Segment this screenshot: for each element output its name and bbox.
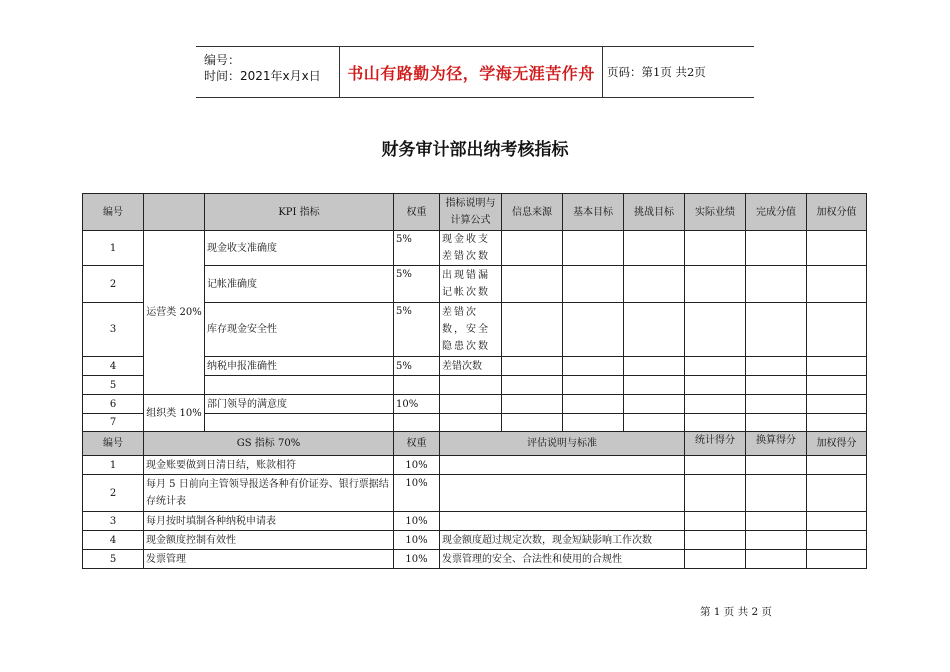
kpi-name: 现金收支准确度 — [205, 231, 394, 266]
kpi-no: 1 — [83, 231, 144, 266]
gs-weight: 10% — [394, 550, 440, 569]
gs-weight: 10% — [394, 512, 440, 531]
gs-header-no: 编号 — [83, 432, 144, 456]
kpi-header-score: 完成分值 — [746, 194, 807, 231]
gs-header-weighted: 加权得分 — [807, 432, 867, 456]
kpi-no: 6 — [83, 395, 144, 414]
header-motto-cell — [339, 47, 603, 97]
gs-name: 每月 5 日前向主管领导报送各种有价证券、银行票据结存统计表 — [144, 475, 394, 512]
gs-weight: 10% — [394, 531, 440, 550]
gs-desc — [440, 456, 685, 475]
gs-desc: 发票管理的安全、合法性和使用的合规性 — [440, 550, 685, 569]
gs-header-name: GS 指标 70% — [144, 432, 394, 456]
kpi-row — [83, 231, 867, 266]
kpi-desc: 差错次数 — [440, 357, 502, 376]
gs-header-desc: 评估说明与标准 — [440, 432, 685, 456]
gs-name: 现金账要做到日清日结，账款相符 — [144, 456, 394, 475]
gs-row — [83, 550, 867, 569]
gs-row — [83, 512, 867, 531]
kpi-header-source: 信息来源 — [502, 194, 563, 231]
page-title: 财务审计部出纳考核指标 — [381, 140, 569, 160]
kpi-weight: 5% — [394, 357, 440, 376]
gs-desc: 现金额度超过规定次数，现金短缺影响工作次数 — [440, 531, 685, 550]
kpi-header-category — [144, 194, 205, 231]
category-org: 组织类 10% — [144, 395, 205, 432]
gs-name: 每月按时填制各种纳税申请表 — [144, 512, 394, 531]
gs-name: 现金额度控制有效性 — [144, 531, 394, 550]
kpi-desc: 差错次数，安全隐患次数 — [440, 303, 502, 357]
kpi-weight — [394, 376, 440, 395]
kpi-weight: 5% — [394, 231, 440, 266]
header-info-cell — [196, 47, 339, 97]
kpi-no: 2 — [83, 266, 144, 303]
kpi-name: 库存现金安全性 — [205, 303, 394, 357]
kpi-header-basic: 基本目标 — [563, 194, 624, 231]
kpi-desc — [440, 376, 502, 395]
gs-no: 2 — [83, 475, 144, 512]
kpi-row — [83, 395, 867, 414]
kpi-desc: 现金收支差错次数 — [440, 231, 502, 266]
gs-header-weight: 权重 — [394, 432, 440, 456]
kpi-no: 3 — [83, 303, 144, 357]
number-label: 编号： — [204, 53, 241, 67]
gs-row — [83, 475, 867, 512]
kpi-weight: 5% — [394, 266, 440, 303]
kpi-desc: 出现错漏记帐次数 — [440, 266, 502, 303]
page-label: 页码：第1页 共2页 — [607, 65, 706, 79]
kpi-header-challenge: 挑战目标 — [624, 194, 685, 231]
gs-name: 发票管理 — [144, 550, 394, 569]
kpi-name: 部门领导的满意度 — [205, 395, 394, 414]
motto: 书山有路勤为径，学海无涯苦作舟 — [347, 63, 595, 83]
kpi-name — [205, 376, 394, 395]
kpi-no: 5 — [83, 376, 144, 395]
kpi-header-no: 编号 — [83, 194, 144, 231]
kpi-weight: 10% — [394, 395, 440, 414]
kpi-header-weighted: 加权分值 — [807, 194, 867, 231]
gs-no: 3 — [83, 512, 144, 531]
header-page-cell — [601, 47, 754, 97]
kpi-name — [205, 414, 394, 432]
gs-header-stat: 统计得分 — [685, 432, 746, 456]
kpi-desc — [440, 414, 502, 432]
kpi-desc — [440, 395, 502, 414]
kpi-header-row — [83, 194, 867, 231]
kpi-header-name: KPI 指标 — [205, 194, 394, 231]
gs-row — [83, 456, 867, 475]
kpi-no: 7 — [83, 414, 144, 432]
kpi-name: 记帐准确度 — [205, 266, 394, 303]
kpi-weight — [394, 414, 440, 432]
gs-header-row — [83, 432, 867, 456]
gs-no: 4 — [83, 531, 144, 550]
time-label: 时间：2021年x月x日 — [204, 69, 321, 83]
gs-no: 1 — [83, 456, 144, 475]
kpi-table — [82, 193, 867, 569]
gs-header-conv: 换算得分 — [746, 432, 807, 456]
kpi-no: 4 — [83, 357, 144, 376]
gs-no: 5 — [83, 550, 144, 569]
gs-weight: 10% — [394, 456, 440, 475]
kpi-header-desc: 指标说明与计算公式 — [440, 194, 502, 231]
gs-row — [83, 531, 867, 550]
category-ops: 运营类 20% — [144, 231, 205, 395]
document-header — [196, 46, 754, 98]
gs-desc — [440, 475, 685, 512]
gs-weight: 10% — [394, 475, 440, 512]
kpi-name: 纳税申报准确性 — [205, 357, 394, 376]
gs-desc — [440, 512, 685, 531]
page-footer: 第 1 页 共 2 页 — [699, 606, 772, 618]
kpi-weight: 5% — [394, 303, 440, 357]
kpi-header-weight: 权重 — [394, 194, 440, 231]
kpi-header-actual: 实际业绩 — [685, 194, 746, 231]
